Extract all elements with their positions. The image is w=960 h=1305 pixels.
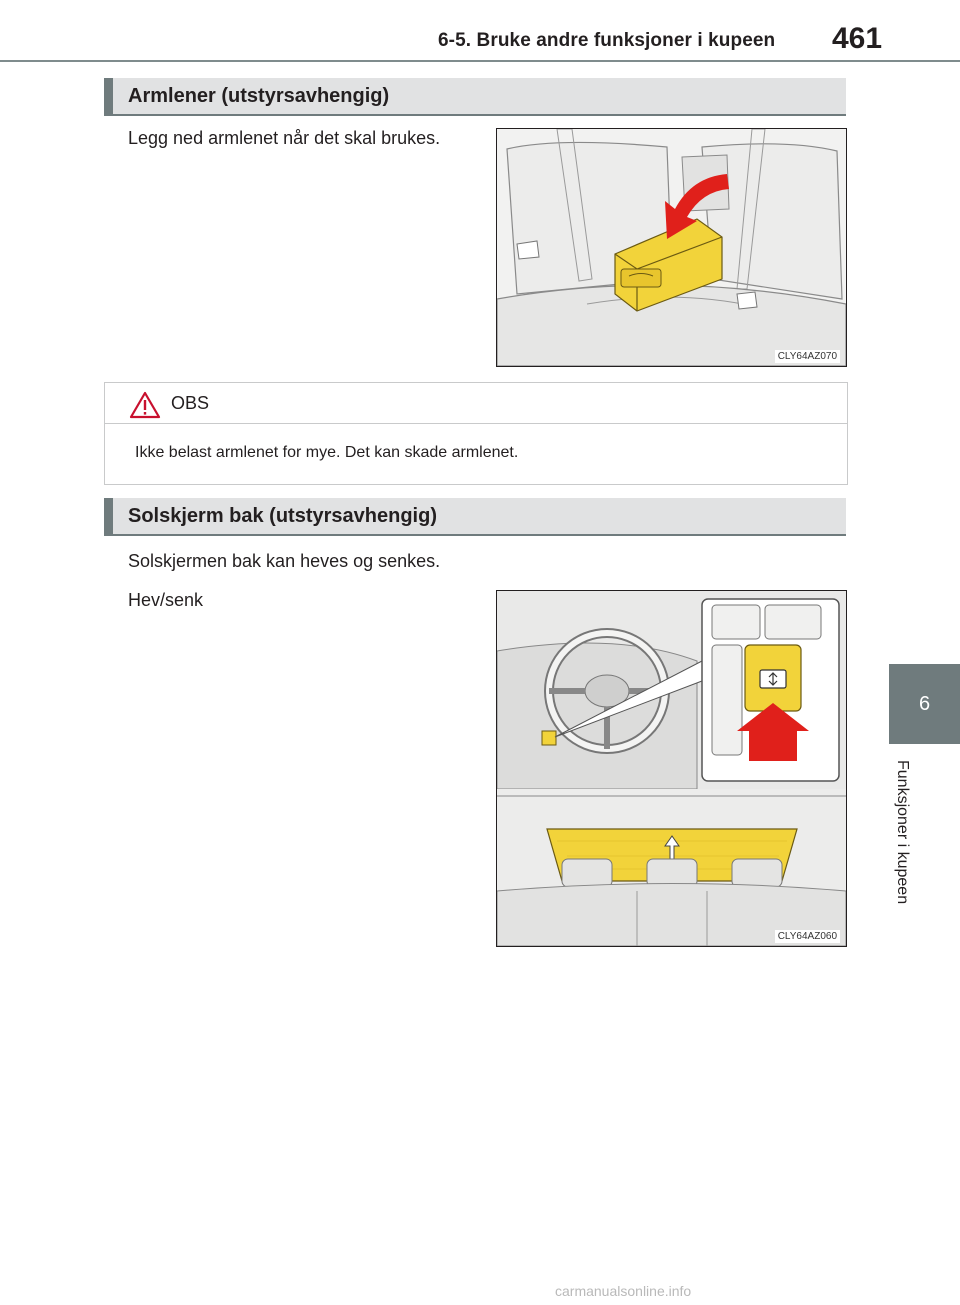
running-header-title: 6-5. Bruke andre funksjoner i kupeen	[438, 30, 776, 51]
chapter-title-label: Funksjoner i kupeen	[894, 760, 911, 905]
heading-accent-bar	[104, 498, 113, 536]
notice-label: OBS	[171, 393, 210, 413]
figure-code: CLY64AZ070	[775, 350, 840, 363]
figure-code: CLY64AZ060	[775, 930, 840, 943]
sunshade-illustration	[497, 591, 846, 946]
watermark: carmanualsonline.info	[555, 1283, 692, 1299]
sunshade-raise-lower: Hev/senk	[128, 590, 204, 610]
notice-message: Ikke belast armlenet for mye. Det kan skade armlenet.	[135, 444, 519, 461]
sunshade-description: Solskjermen bak kan heves og senkes.	[128, 551, 441, 571]
heading-accent-bar	[104, 78, 113, 116]
page-number: 461	[832, 22, 883, 55]
sunshade-figure	[496, 590, 847, 947]
notice-box	[104, 382, 848, 485]
section-heading-text: Solskjerm bak (utstyrsavhengig)	[128, 505, 437, 527]
armrest-illustration	[497, 129, 846, 366]
header-rule	[0, 60, 960, 62]
warning-triangle-icon	[129, 391, 161, 419]
armrest-instruction: Legg ned armlenet når det skal brukes.	[128, 128, 441, 148]
section-heading-armrest	[104, 78, 846, 116]
armrest-figure	[496, 128, 847, 367]
chapter-title-vertical	[893, 760, 923, 940]
notice-header	[105, 383, 847, 424]
section-heading-sunshade	[104, 498, 846, 536]
chapter-tab: 6	[889, 664, 960, 744]
section-heading-text: Armlener (utstyrsavhengig)	[128, 85, 390, 107]
